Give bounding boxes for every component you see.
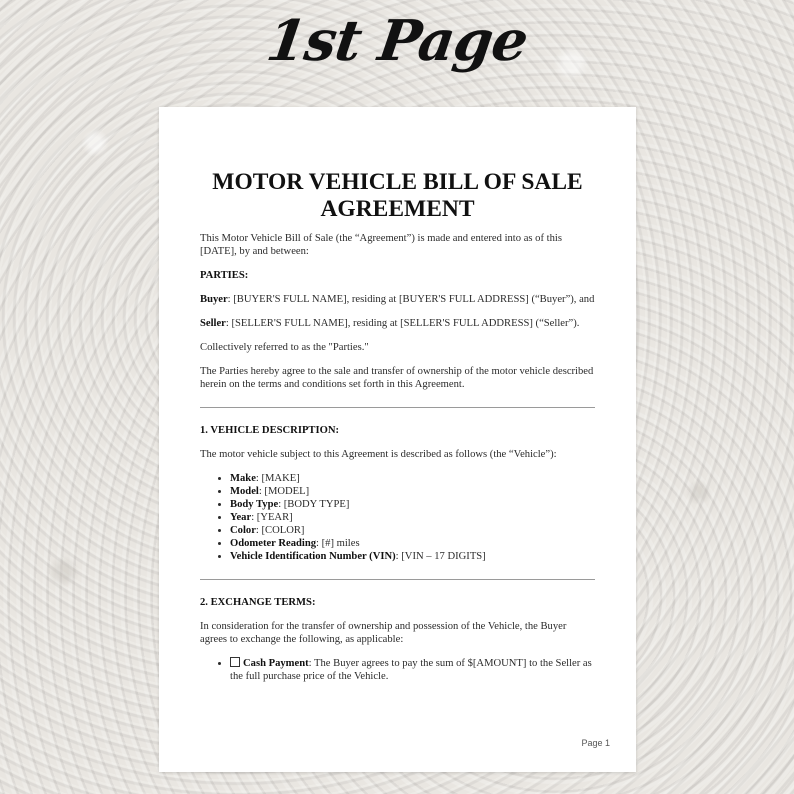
buyer-label: Buyer bbox=[200, 294, 228, 305]
section1-heading: 1. VEHICLE DESCRIPTION: bbox=[200, 425, 340, 436]
spec-item bbox=[230, 498, 595, 511]
spec-label: Color bbox=[230, 525, 256, 536]
section-divider bbox=[200, 579, 595, 580]
spec-value: : [MODEL] bbox=[258, 486, 310, 497]
page-number: Page 1 bbox=[581, 738, 610, 748]
exchange-list bbox=[200, 657, 595, 683]
document-title bbox=[179, 169, 616, 223]
spec-value: : [#] miles bbox=[316, 538, 360, 549]
cash-payment-item bbox=[230, 657, 595, 683]
seller-text: : [SELLER'S FULL NAME], residing at [SELLER'S FULL ADDRESS] (“Seller”). bbox=[225, 318, 580, 329]
page-heading: 1st Page bbox=[262, 8, 532, 74]
spec-value: : [MAKE] bbox=[255, 473, 300, 484]
document-page bbox=[159, 107, 636, 772]
spec-item bbox=[230, 472, 595, 485]
spec-item bbox=[230, 511, 595, 524]
collective-paragraph: Collectively referred to as the "Parties." bbox=[200, 342, 369, 353]
seller-label: Seller bbox=[200, 318, 226, 329]
spec-value: : [BODY TYPE] bbox=[278, 499, 350, 510]
spec-label: Body Type bbox=[230, 499, 279, 510]
parties-heading: PARTIES: bbox=[200, 270, 249, 281]
intro-paragraph: This Motor Vehicle Bill of Sale (the “Agreement”) is made and entered into as of this [DATE], by and between: bbox=[200, 233, 562, 257]
spec-value: : [VIN – 17 DIGITS] bbox=[395, 551, 486, 562]
spec-item bbox=[230, 537, 595, 550]
section-divider bbox=[200, 407, 595, 408]
checkbox-icon bbox=[230, 657, 240, 667]
buyer-paragraph bbox=[200, 293, 595, 306]
document-title-line2: AGREEMENT bbox=[320, 196, 475, 222]
seller-paragraph bbox=[200, 317, 595, 330]
spec-item bbox=[230, 524, 595, 537]
section1-intro: The motor vehicle subject to this Agreement is described as follows (the “Vehicle”): bbox=[200, 449, 557, 460]
spec-label: Make bbox=[230, 473, 256, 484]
spec-label: Odometer Reading bbox=[230, 538, 317, 549]
section2-heading: 2. EXCHANGE TERMS: bbox=[200, 597, 316, 608]
vehicle-spec-list bbox=[200, 472, 595, 563]
document-body bbox=[200, 232, 595, 683]
spec-label: Year bbox=[230, 512, 252, 523]
spec-label: Model bbox=[230, 486, 259, 497]
spec-item bbox=[230, 550, 595, 563]
spec-value: : [COLOR] bbox=[255, 525, 305, 536]
cash-payment-label: Cash Payment bbox=[243, 658, 309, 669]
buyer-text: : [BUYER'S FULL NAME], residing at [BUYER'S FULL ADDRESS] (“Buyer”), and bbox=[227, 294, 595, 305]
spec-item bbox=[230, 485, 595, 498]
spec-value: : [YEAR] bbox=[251, 512, 293, 523]
document-title-line1: MOTOR VEHICLE BILL OF SALE bbox=[212, 169, 583, 195]
agreement-paragraph: The Parties hereby agree to the sale and transfer of ownership of the motor vehicle described herein on the terms and conditions set forth in this Agreement. bbox=[200, 366, 594, 390]
spec-label: Vehicle Identification Number (VIN) bbox=[230, 551, 396, 562]
section2-intro: In consideration for the transfer of ownership and possession of the Vehicle, the Buyer agrees to exchange the following, as applicable: bbox=[200, 621, 567, 645]
cash-payment-text: : The Buyer agrees to pay the sum of $[AMOUNT] to the Seller as the full purchase price of the Vehicle. bbox=[230, 658, 592, 682]
